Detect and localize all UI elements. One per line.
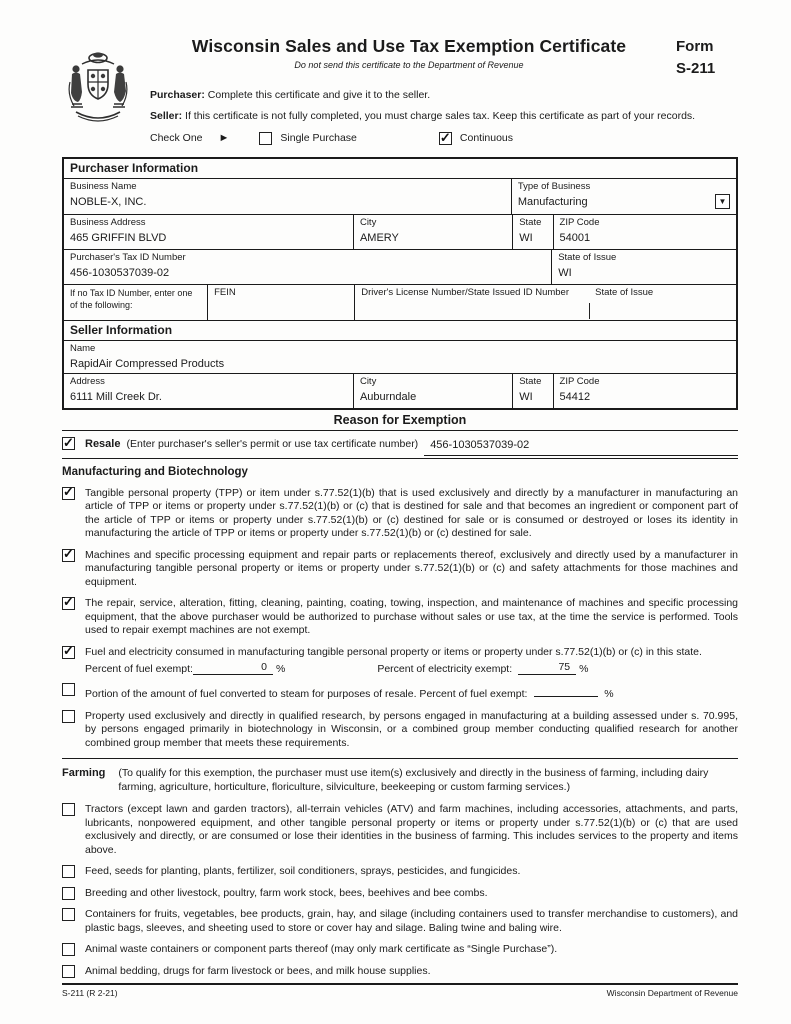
manufacturing-item <box>62 683 738 702</box>
resale-permit-number-field[interactable]: 456-1030537039-02 <box>424 439 738 456</box>
electricity-percent-field[interactable]: 75 <box>518 661 576 675</box>
check-one-row <box>150 132 738 145</box>
footer-agency: Wisconsin Department of Revenue <box>606 988 738 998</box>
tax-id-row <box>64 250 736 285</box>
single-purchase-label: Single Purchase <box>280 132 357 144</box>
manufacturing-heading: Manufacturing and Biotechnology <box>62 465 248 478</box>
farming-item <box>62 908 738 935</box>
containers-text: Containers for fruits, vegetables, bee products, grain, hay, and silage (including containers used to transfer merchandise to customers), and plastic bags, sleeves, and sheeting used to store or cover hay and silage. Baling twine and baling wire. <box>85 908 738 934</box>
seller-name-value[interactable]: RapidAir Compressed Products <box>70 357 225 370</box>
farming-item <box>62 965 738 979</box>
form-label: Form <box>676 38 714 55</box>
seller-name-cell <box>64 341 736 373</box>
purchaser-city-cell <box>353 215 512 249</box>
wisconsin-coat-of-arms-icon <box>62 42 134 131</box>
resale-hint: (Enter purchaser's seller's permit or use tax certificate number) <box>126 437 419 450</box>
manufacturing-item <box>62 597 738 638</box>
farming-heading: Farming <box>62 767 106 779</box>
fuel-percent-label: Percent of fuel exempt: <box>85 663 193 675</box>
seller-instruction: Seller: If this certificate is not fully completed, you must charge sales tax. Keep this certificate as part of your records. <box>150 109 696 122</box>
seller-zip-label: ZIP Code <box>559 375 600 387</box>
form-number: S-211 <box>676 59 716 77</box>
business-address-row <box>64 215 736 250</box>
purchaser-zip-value[interactable]: 54001 <box>559 231 591 244</box>
electricity-percent-label: Percent of electricity exempt: <box>377 663 513 675</box>
state-of-issue-label: State of Issue <box>558 251 617 263</box>
animal-bedding-text: Animal bedding, drugs for farm livestock or bees, and milk house supplies. <box>85 964 431 977</box>
purchaser-information-header: Purchaser Information <box>64 159 736 179</box>
purchaser-city-value[interactable]: AMERY <box>359 231 399 244</box>
type-of-business-label: Type of Business <box>517 180 591 192</box>
seller-city-cell <box>353 374 512 408</box>
business-address-label: Business Address <box>70 216 146 228</box>
business-name-value[interactable]: NOBLE-X, INC. <box>70 195 147 208</box>
seller-address-value[interactable]: 6111 Mill Creek Dr. <box>70 390 162 403</box>
feed-seeds-checkbox[interactable] <box>62 865 75 878</box>
tractors-checkbox[interactable] <box>62 803 75 816</box>
containers-checkbox[interactable] <box>62 908 75 921</box>
seller-address-row <box>64 374 736 408</box>
steam-resale-checkbox[interactable] <box>62 683 75 696</box>
chevron-down-icon: ▼ <box>718 196 727 206</box>
business-name-cell <box>64 179 511 214</box>
business-name-label: Business Name <box>70 180 137 192</box>
animal-bedding-checkbox[interactable] <box>62 965 75 978</box>
farming-qualifier: (To qualify for this exemption, the purchaser must use item(s) exclusively and directly in the business of farming, including dairy farming, agriculture, horticulture, floriculture, silviculture, beekeeping or custom farming services.) <box>118 767 709 793</box>
repair-service-checkbox[interactable] <box>62 597 75 610</box>
fein-cell <box>207 285 354 320</box>
no-tax-id-label: If no Tax ID Number, enter one of the following: <box>70 287 193 310</box>
purchaser-city-label: City <box>359 216 377 228</box>
continuous-label: Continuous <box>459 132 514 144</box>
seller-zip-cell <box>553 374 736 408</box>
farming-item <box>62 887 738 901</box>
drivers-license-label: Driver's License Number/State Issued ID Number <box>361 286 570 298</box>
machines-checkbox[interactable] <box>62 549 75 562</box>
seller-address-cell <box>64 374 353 408</box>
drivers-license-cell <box>354 285 736 320</box>
repair-service-text: The repair, service, alteration, fitting, cleaning, painting, coating, towing, inspection, and maintenance of machines and specific processing equipment, that the above purchaser would be authorized to purchase without sales or use tax, at the time the service is performed. Tools used to repair exempt machines are not exempt. <box>85 597 738 636</box>
continuous-checkbox[interactable] <box>439 132 452 145</box>
seller-address-label: Address <box>70 375 105 387</box>
qualified-research-text: Property used exclusively and directly in qualified research, by persons engaged in manufacturing at a building assessed under s. 70.995, by persons engaged primarily in biotechnology in Wisconsin, or a combined group member conducting qualified research for another combined group member that meets these requirements. <box>85 709 738 749</box>
seller-city-value[interactable]: Auburndale <box>359 390 417 403</box>
seller-zip-value[interactable]: 54412 <box>559 390 591 403</box>
manufacturing-item <box>62 549 738 590</box>
seller-state-label: State <box>519 375 542 387</box>
seller-state-cell <box>512 374 552 408</box>
divider <box>62 458 738 459</box>
tax-id-value[interactable]: 456-1030537039-02 <box>70 266 170 279</box>
resale-checkbox[interactable] <box>62 437 75 450</box>
fuel-electricity-text: Fuel and electricity consumed in manufacturing tangible personal property or items or property under s.77.52(1)(b) or (c) in this state. <box>85 645 702 658</box>
type-of-business-dropdown[interactable] <box>715 194 730 209</box>
purchaser-zip-label: ZIP Code <box>559 216 600 228</box>
state-of-issue-value[interactable]: WI <box>558 266 572 279</box>
seller-name-label: Name <box>70 342 96 354</box>
cell-divider <box>589 303 590 320</box>
form-number-block <box>668 36 738 80</box>
business-address-cell <box>64 215 353 249</box>
tax-id-label: Purchaser's Tax ID Number <box>70 251 186 263</box>
page-subtitle: Do not send this certificate to the Department of Revenue <box>294 60 524 70</box>
animal-waste-text: Animal waste containers or component parts thereof (may only mark certificate as “Single Purchase”). <box>85 943 558 955</box>
animal-waste-checkbox[interactable] <box>62 943 75 956</box>
manufacturing-item <box>62 487 738 541</box>
farming-heading-row <box>62 767 738 794</box>
purchaser-zip-cell <box>553 215 736 249</box>
resale-label: Resale <box>85 437 121 450</box>
purchaser-state-label: State <box>519 216 542 228</box>
no-tax-id-row <box>64 285 736 321</box>
breeding-livestock-text: Breeding and other livestock, poultry, farm work stock, bees, beehives and bee combs. <box>85 886 488 899</box>
business-name-row <box>64 179 736 215</box>
fuel-percent-field[interactable]: 0 <box>193 661 273 675</box>
farming-item <box>62 803 738 857</box>
purchaser-state-value[interactable]: WI <box>519 231 533 244</box>
farming-item <box>62 943 738 957</box>
business-address-value[interactable]: 465 GRIFFIN BLVD <box>70 231 167 244</box>
type-of-business-cell <box>511 179 736 214</box>
tractors-text: Tractors (except lawn and garden tractors), all-terrain vehicles (ATV) and farm machines, including accessories, attachments, and parts, lubricants, nonpowered equipment, and other tangible personal property or items or property under s.77.52(1)(b) or (c) that are used exclusively and directly, or are consumed or lose their identities in the business of farming. This includes services to the property and items above. <box>85 803 738 856</box>
seller-name-row <box>64 341 736 374</box>
resale-row <box>62 432 738 456</box>
type-of-business-value[interactable]: Manufacturing <box>517 196 588 208</box>
fein-label: FEIN <box>214 286 236 298</box>
breeding-livestock-checkbox[interactable] <box>62 887 75 900</box>
page-title: Wisconsin Sales and Use Tax Exemption Certificate <box>191 36 627 56</box>
qualified-research-checkbox[interactable] <box>62 710 75 723</box>
machines-text: Machines and specific processing equipment and repair parts or replacements thereof, exclusively and directly used by a manufacturer in manufacturing tangible personal property or items or property under s.77.52(1)(b) or (c) and safety attachments for those machines and equipment. <box>85 548 738 588</box>
fuel-percent-row <box>85 661 738 675</box>
seller-information-header: Seller Information <box>64 321 736 341</box>
dl-state-of-issue-label: State of Issue <box>595 286 654 298</box>
steam-resale-text: Portion of the amount of fuel converted to steam for purposes of resale. Percent of fuel exempt: % <box>85 683 738 702</box>
no-tax-id-cell <box>64 285 207 320</box>
divider <box>62 758 738 759</box>
steam-percent-sign: % <box>604 688 614 700</box>
manufacturing-item <box>62 646 738 660</box>
divider <box>62 430 738 431</box>
tpp-text: Tangible personal property (TPP) or item under s.77.52(1)(b) that is used exclusively and directly by a manufacturer in manufacturing an article of TPP or items or property under s.77.52(1)(b) or (c) that is destined for sale and that becomes an ingredient or component part of the article of TPP or items or property under s.77.52(1)(b) or (c) destined for sale or is consumed or destroyed or loses its identity in manufacturing the article of TPP or items or property under s.77.52(1)(b) or (c) destined for sale. <box>85 486 738 539</box>
seller-city-label: City <box>359 375 377 387</box>
purchaser-instruction: Purchaser: Complete this certificate and give it to the seller. <box>150 88 431 101</box>
fuel-percent-sign: % <box>275 663 286 675</box>
state-of-issue-cell <box>551 250 736 284</box>
page-footer <box>62 983 738 998</box>
single-purchase-checkbox[interactable] <box>259 132 272 145</box>
manufacturing-item <box>62 710 738 751</box>
steam-percent-field[interactable] <box>534 683 598 697</box>
reason-for-exemption-heading: Reason for Exemption <box>333 412 467 427</box>
fuel-electricity-checkbox[interactable] <box>62 646 75 659</box>
farming-item <box>62 865 738 879</box>
check-one-label: Check One <box>150 132 203 144</box>
form-header <box>62 36 738 155</box>
electricity-percent-sign: % <box>579 663 589 675</box>
seller-state-value[interactable]: WI <box>519 390 533 403</box>
purchaser-seller-table <box>62 157 738 410</box>
footer-form-revision: S-211 (R 2-21) <box>62 988 118 998</box>
tax-id-cell <box>64 250 551 284</box>
arrow-right-icon: ► <box>218 132 230 144</box>
feed-seeds-text: Feed, seeds for planting, plants, fertilizer, soil conditioners, sprays, pesticides, and fungicides. <box>85 865 521 877</box>
purchaser-state-cell <box>512 215 552 249</box>
tpp-checkbox[interactable] <box>62 487 75 500</box>
